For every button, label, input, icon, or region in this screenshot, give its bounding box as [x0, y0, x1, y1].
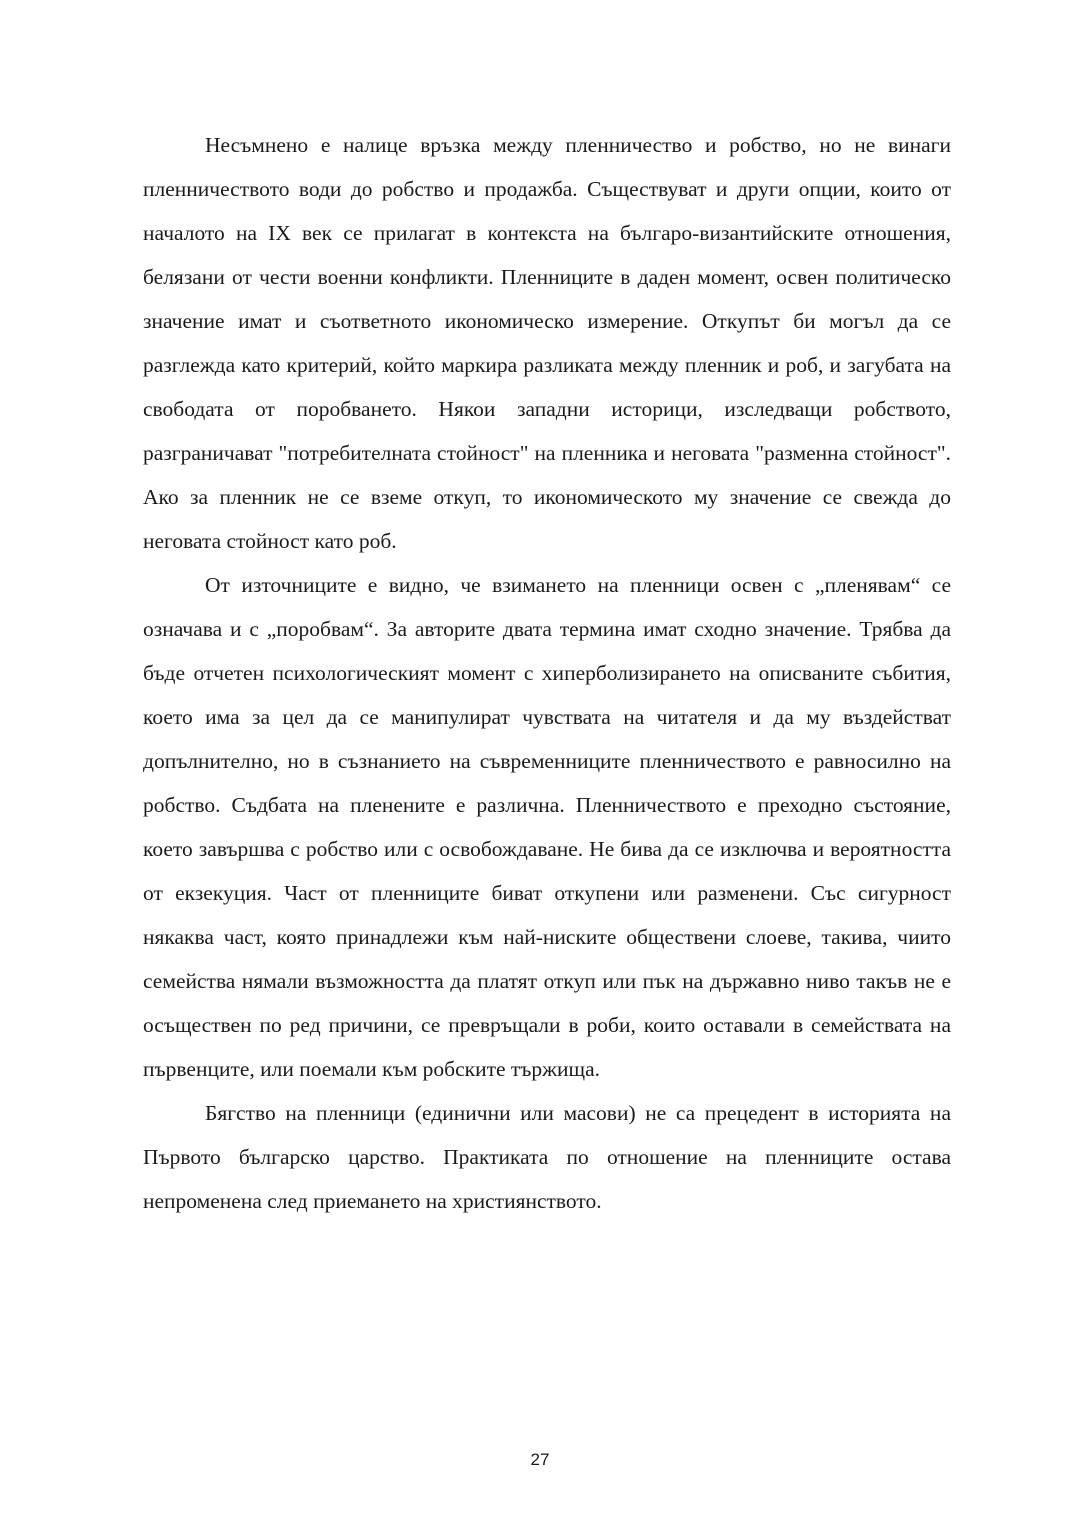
paragraph-2: От източниците е видно, че взимането на пленници освен с „пленявам“ се означава и с „поробвам“. За авторите двата термина имат сходно значение. Трябва да бъде отчетен психологическият момент с хиперболизирането на описваните събития, което има за цел да се манипулират чувствата на читателя и да му въздействат допълнително, но в съзнанието на съвременниците пленничеството е равносилно на робство. Съдбата на пленените е различна. Пленничеството е преходно състояние, което завършва с робство или с освобождаване. Не бива да се изключва и вероятността от екзекуция. Част от пленниците биват откупени или разменени. Със сигурност някаква част, която принадлежи към най-ниските обществени слоеве, такива, чиито семейства нямали възможността да платят откуп или пък на държавно ниво такъв не е осъществен по ред причини, се превръщали в роби, които оставали в семействата на първенците, или поемали към робските тържища.: [143, 573, 951, 1081]
paragraph-1: Несъмнено е налице връзка между пленничество и робство, но не винаги пленничеството води до робство и продажба. Съществуват и други опции, които от началото на IX век се прилагат в контекста на българо-византийските отношения, белязани от чести военни конфликти. Пленниците в даден момент, освен политическо значение имат и съответното икономическо измерение. Откупът би могъл да се разглежда като критерий, който маркира разликата между пленник и роб, и загубата на свободата от поробването. Някои западни историци, изследващи робството, разграничават "потребителната стойност" на пленника и неговата "разменна стойност". Ако за пленник не се вземе откуп, то икономическото му значение се свежда до неговата стойност като роб.: [143, 133, 951, 553]
page-number: 27: [530, 1450, 550, 1469]
paragraph-3: Бягство на пленници (единични или масови) не са прецедент в историята на Първото българско царство. Практиката по отношение на пленниците остава непроменена след приемането на християнството.: [143, 1101, 951, 1213]
body-text: [143, 123, 951, 1223]
